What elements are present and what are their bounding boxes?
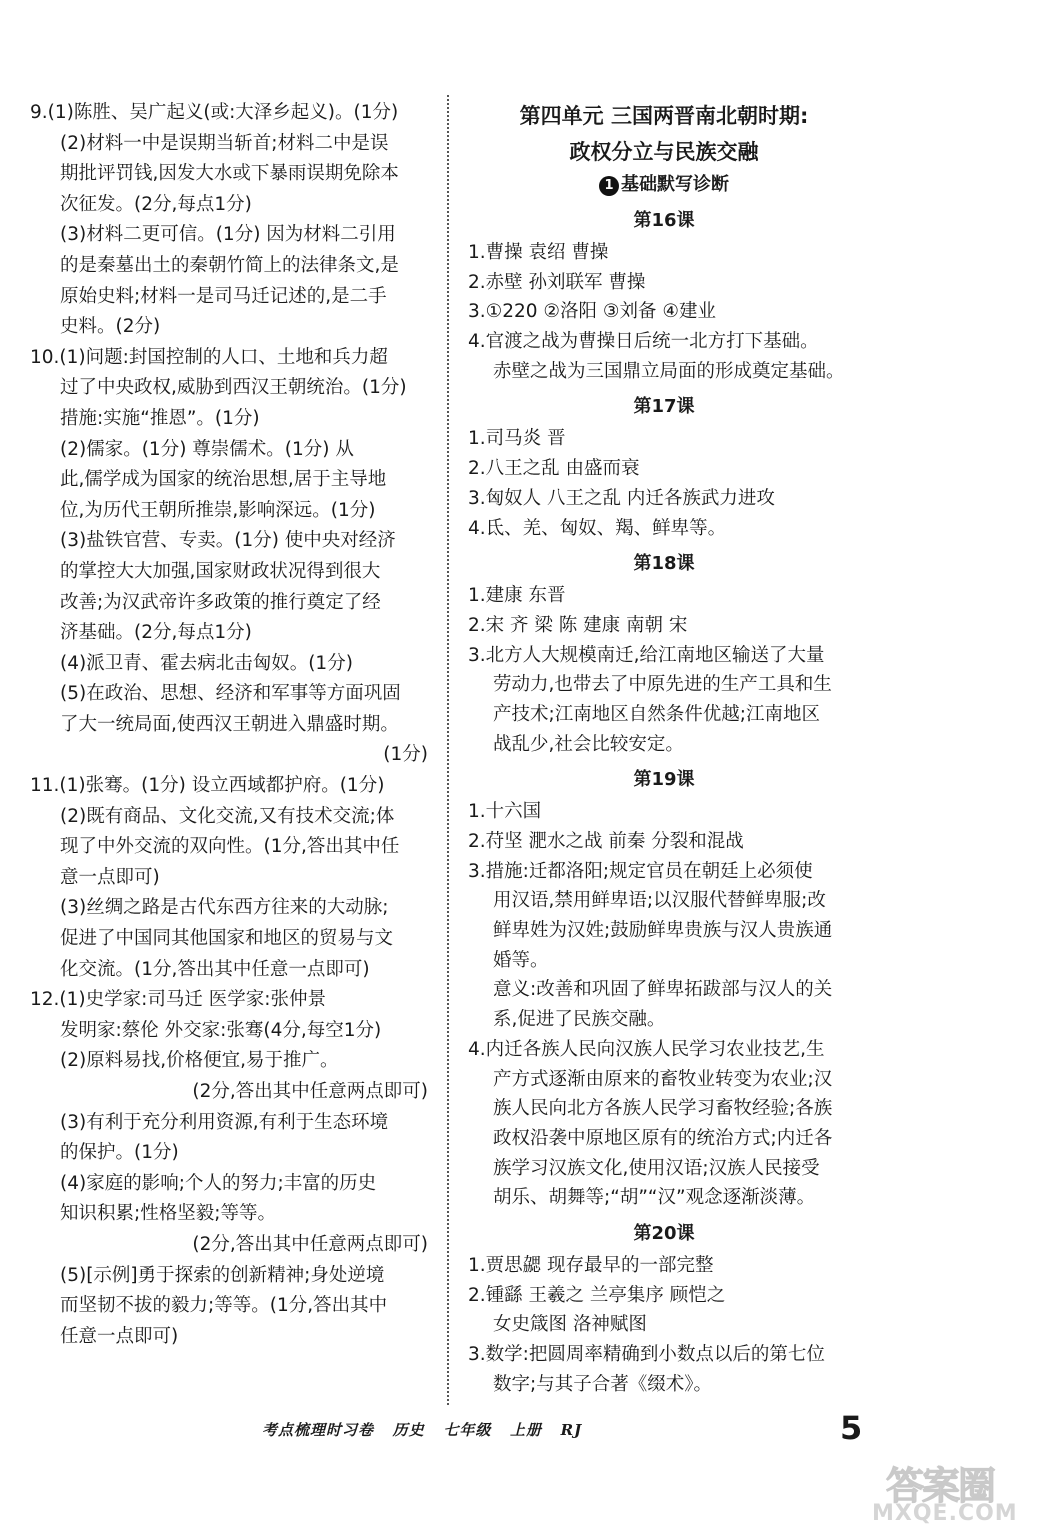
right-column: [468, 98, 860, 1399]
answer-line: (2)既有商品、文化交流,又有技术交流;体: [60, 805, 395, 827]
answer-line: 期批评罚钱,因发大水或下暴雨误期免除本: [60, 163, 399, 185]
answer-line: 措施:实施“推恩”。(1分): [60, 407, 260, 429]
footer-book-title: 考点梳理时习卷 历史 七年级 上册 RJ: [262, 1421, 583, 1439]
answer-line: 化交流。(1分,答出其中任意一点即可): [60, 958, 370, 980]
answer-line: 位,为历代王朝所推崇,影响深远。(1分): [60, 499, 376, 521]
lesson-heading: 第19课: [633, 769, 695, 791]
answer-line: 史料。(2分): [60, 316, 161, 338]
answer-line: (5)在政治、思想、经济和军事等方面巩固: [60, 683, 401, 705]
answer-line: (5)[示例]勇于探索的创新精神;身处逆境: [60, 1264, 385, 1286]
answer-line: 的掌控大大加强,国家财政状况得到很大: [60, 560, 381, 582]
answer-line: 任意一点即可): [60, 1325, 179, 1347]
answer-line: (4)派卫青、霍去病北击匈奴。(1分): [60, 652, 353, 674]
page-footer: [0, 1409, 1051, 1453]
lesson-answer-line: 政权沿袭中原地区原有的统治方式;内迁各: [493, 1127, 833, 1149]
answer-line: 的保护。(1分): [60, 1142, 179, 1164]
answer-line: (2分,答出其中任意两点即可): [192, 1233, 428, 1255]
lesson-answer-line: 女史箴图 洛神赋图: [493, 1314, 647, 1336]
watermark-cn: 答案圈: [886, 1464, 995, 1508]
lesson-answer-line: 2.宋 齐 梁 陈 建康 南朝 宋: [468, 614, 688, 636]
lesson-answer-line: 4.内迁各族人民向汉族人民学习农业技艺,生: [468, 1038, 825, 1060]
lesson-answer-line: 4.官渡之战为曹操日后统一北方打下基础。: [468, 331, 819, 353]
lesson-answer-line: 2.锺繇 王羲之 兰亭集序 顾恺之: [468, 1284, 726, 1306]
lesson-answer-line: 1.司马炎 晋: [468, 428, 566, 450]
lesson-answer-line: 胡乐、胡舞等;“胡”“汉”观念逐渐淡薄。: [493, 1187, 816, 1209]
lesson-heading: 第16课: [633, 210, 695, 231]
lesson-answer-line: 2.八王之乱 由盛而衰: [468, 458, 640, 480]
watermark-en: MXQE.COM: [872, 1501, 1018, 1526]
answer-line: (2)原料易找,价格便宜,易于推广。: [60, 1050, 339, 1072]
left-column: [30, 98, 428, 1352]
lesson-heading: 第18课: [633, 553, 695, 575]
answer-line: (3)材料二更可信。(1分) 因为材料二引用: [60, 224, 396, 246]
lesson-answer-line: 赤壁之战为三国鼎立局面的形成奠定基础。: [493, 360, 845, 382]
answer-line: 11.(1)张骞。(1分) 设立西域都护府。(1分): [30, 775, 385, 797]
answer-line: 12.(1)史学家:司马迁 医学家:张仲景: [30, 989, 326, 1011]
lesson-answer-line: 1.曹操 袁绍 曹操: [468, 242, 609, 263]
answer-line: 的是秦墓出土的秦朝竹简上的法律条文,是: [60, 254, 399, 276]
lesson-answer-line: 3.北方人大规模南迁,给江南地区输送了大量: [468, 644, 825, 666]
answer-line: 促进了中国同其他国家和地区的贸易与文: [60, 928, 394, 950]
lesson-answer-line: 4.氐、羌、匈奴、羯、鲜卑等。: [468, 517, 727, 539]
lesson-answer-line: 3.数学:把圆周率精确到小数点以后的第七位: [468, 1344, 825, 1365]
lesson-answer-line: 产方式逐渐由原来的畜牧业转变为农业;汉: [493, 1068, 833, 1090]
answer-line: 10.(1)问题:封国控制的人口、土地和兵力超: [30, 346, 388, 368]
lesson-answer-line: 系,促进了民族交融。: [493, 1009, 666, 1031]
lesson-answer-line: 意义:改善和巩固了鲜卑拓跋部与汉人的关: [493, 979, 833, 1001]
lesson-heading: 第17课: [633, 396, 695, 418]
answer-line: 济基础。(2分,每点1分): [60, 622, 252, 644]
answer-line: (4)家庭的影响;个人的努力;丰富的历史: [60, 1172, 377, 1194]
section-title-text: 基础默写诊断: [621, 174, 729, 195]
lesson-heading: 第20课: [633, 1222, 695, 1244]
lesson-answer-line: 3.匈奴人 八王之乱 内迁各族武力进攻: [468, 487, 775, 509]
answer-line: 知识积累;性格坚毅;等等。: [60, 1203, 276, 1225]
answer-line: 过了中央政权,威胁到西汉王朝统治。(1分): [60, 377, 407, 399]
answer-line: 意一点即可): [60, 866, 160, 888]
section-title: [468, 170, 860, 200]
lesson-answer-line: 族学习汉族文化,使用汉语;汉族人民接受: [493, 1157, 820, 1179]
answer-line: 发明家:蔡伦 外交家:张骞(4分,每空1分): [60, 1019, 382, 1041]
lesson-answer-line: 族人民向北方各族人民学习畜牧经验;各族: [493, 1098, 833, 1120]
answer-line: (3)丝绸之路是古代东西方往来的大动脉;: [60, 897, 389, 919]
answer-line: (1分): [383, 744, 428, 766]
lesson-answer-line: 1.十六国: [468, 801, 542, 823]
unit-title-line-2: 政权分立与民族交融: [569, 140, 759, 164]
answer-line: (3)有利于充分利用资源,有利于生态环境: [60, 1111, 389, 1133]
answer-line: (2)儒家。(1分) 尊崇儒术。(1分) 从: [60, 438, 354, 460]
unit-title-line-1: 第四单元 三国两晋南北朝时期:: [519, 104, 809, 128]
lesson-answer-line: 婚等。: [493, 949, 549, 971]
page-number: 5: [840, 1409, 863, 1447]
answer-line: 原始史料;材料一是司马迁记述的,是二手: [60, 285, 387, 307]
lesson-answer-line: 1.建康 东晋: [468, 585, 566, 607]
lesson-answer-line: 产技术;江南地区自然条件优越;江南地区: [493, 703, 820, 725]
lesson-answer-line: 用汉语,禁用鲜卑语;以汉服代替鲜卑服;改: [493, 890, 826, 912]
lesson-answer-line: 数字;与其子合著《缀术》。: [493, 1373, 712, 1395]
answer-line: 现了中外交流的双向性。(1分,答出其中任: [60, 836, 400, 858]
answer-line: 次征发。(2分,每点1分): [60, 193, 252, 215]
answer-line: 此,儒学成为国家的统治思想,居于主导地: [60, 469, 387, 491]
lessons-container: [468, 204, 860, 1399]
answer-line: 而坚韧不拔的毅力;等等。(1分,答出其中: [60, 1295, 388, 1317]
lesson-answer-line: 鲜卑姓为汉姓;鼓励鲜卑贵族与汉人贵族通: [493, 920, 833, 942]
lesson-answer-line: 2.苻坚 淝水之战 前秦 分裂和混战: [468, 831, 744, 852]
lesson-answer-line: 1.贾思勰 现存最早的一部完整: [468, 1254, 714, 1276]
lesson-answer-line: 战乱少,社会比较安定。: [493, 733, 684, 755]
section-number-badge: 1: [599, 176, 619, 196]
answer-line: (2)材料一中是误期当斩首;材料二中是误: [60, 132, 389, 154]
lesson-answer-line: 劳动力,也带去了中原先进的生产工具和生: [493, 674, 832, 696]
column-divider: [447, 95, 449, 1405]
lesson-answer-line: 3.措施:迁都洛阳;规定官员在朝廷上必须使: [468, 860, 813, 882]
watermark-logo: [868, 1455, 1028, 1531]
answer-line: (3)盐铁官营、专卖。(1分) 使中央对经济: [60, 530, 396, 552]
answer-line: (2分,答出其中任意两点即可): [192, 1081, 428, 1102]
lesson-answer-line: 2.赤壁 孙刘联军 曹操: [468, 271, 646, 293]
answer-line: 改善;为汉武帝许多政策的推行奠定了经: [60, 591, 381, 613]
lesson-answer-line: 3.①220 ②洛阳 ③刘备 ④建业: [468, 301, 716, 323]
answer-line: 了大一统局面,使西汉王朝进入鼎盛时期。: [60, 713, 399, 735]
answer-line: 9.(1)陈胜、吴广起义(或:大泽乡起义)。(1分): [30, 102, 399, 123]
